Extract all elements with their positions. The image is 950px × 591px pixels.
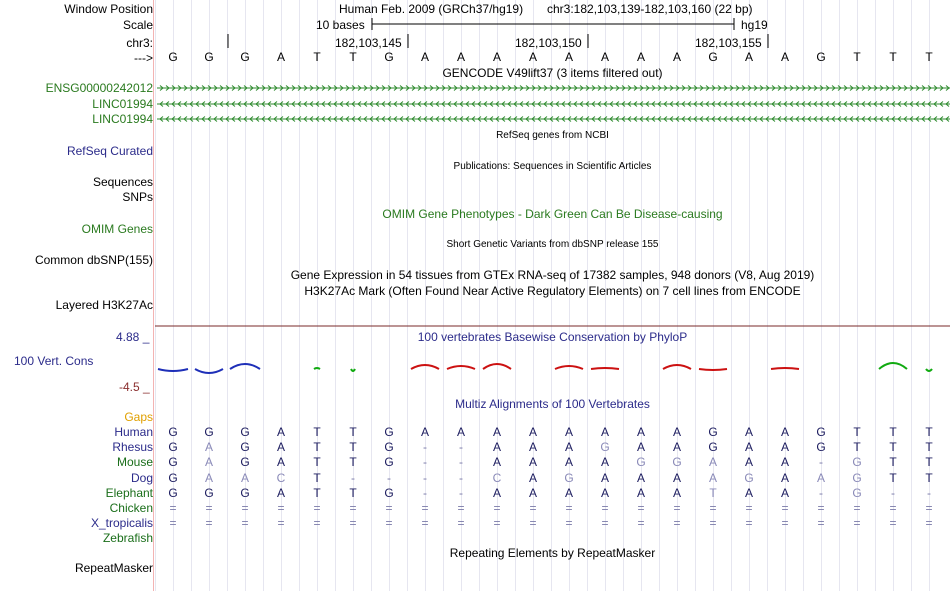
phylop-mark — [411, 365, 439, 369]
alignment-base: A — [636, 440, 645, 455]
alignment-base: G — [672, 455, 682, 470]
alignment-base: G — [708, 440, 718, 455]
species-label-x_tropicalis[interactable]: X_tropicalis — [90, 516, 153, 531]
scale-label: Scale — [122, 18, 153, 32]
base-letter: G — [708, 50, 718, 64]
alignment-base: T — [709, 485, 717, 500]
alignment-base: A — [672, 470, 681, 485]
alignment-base: = — [349, 501, 357, 515]
alignment-base: = — [673, 516, 681, 531]
alignment-base: A — [564, 425, 573, 439]
base-letter: A — [276, 50, 285, 64]
base-letter: G — [240, 50, 250, 64]
alignment-base: G — [240, 485, 250, 500]
alignment-base: A — [600, 425, 609, 439]
alignment-base: = — [925, 501, 933, 515]
alignment-base: - — [927, 485, 931, 500]
alignment-base: G — [708, 425, 718, 439]
alignment-base: T — [349, 485, 357, 500]
alignment-base: = — [889, 516, 897, 531]
alignment-base: G — [744, 470, 754, 485]
base-letter: A — [420, 50, 429, 64]
alignment-base: G — [816, 440, 826, 455]
alignment-base: A — [276, 440, 285, 455]
assembly-title: Human Feb. 2009 (GRCh37/hg19) — [339, 2, 524, 16]
alignment-base: = — [169, 501, 177, 515]
scale-db: hg19 — [741, 18, 768, 32]
alignment-base: = — [601, 516, 609, 531]
alignment-base: = — [493, 516, 501, 531]
alignment-base: = — [565, 501, 573, 515]
alignment-base: - — [459, 440, 463, 455]
alignment-base: C — [276, 470, 286, 485]
alignment-base: = — [313, 516, 321, 531]
alignment-base: = — [817, 516, 825, 531]
phylop-mark — [195, 369, 223, 373]
alignment-base: A — [492, 440, 501, 455]
base-letter: T — [853, 50, 861, 64]
base-letter: A — [528, 50, 537, 64]
base-letter: T — [925, 50, 933, 64]
species-label-dog[interactable]: Dog — [130, 470, 153, 485]
alignment-base: A — [744, 455, 753, 470]
alignment-base: = — [313, 501, 321, 515]
base-letter: G — [168, 50, 178, 64]
publications-title[interactable]: Publications: Sequences in Scientific Articles — [453, 161, 652, 172]
alignment-base: - — [459, 455, 463, 470]
alignment-base: A — [636, 425, 645, 439]
species-label-zebrafish[interactable]: Zebrafish — [102, 531, 153, 546]
alignment-base: = — [781, 516, 789, 531]
alignment-base: G — [240, 440, 250, 455]
phylop-mark — [591, 368, 619, 369]
coord-1: 182,103,145 — [335, 36, 402, 50]
alignment-base: G — [204, 485, 214, 500]
alignment-base: G — [168, 485, 178, 500]
alignment-base: = — [745, 516, 753, 531]
alignment-base: A — [780, 485, 789, 500]
alignment-base: = — [277, 501, 285, 515]
alignment-base: T — [313, 440, 321, 455]
alignment-base: T — [925, 470, 933, 485]
alignment-base: T — [889, 425, 897, 439]
coord-3: 182,103,155 — [695, 36, 762, 50]
publications-sequences-label[interactable]: Sequences — [92, 175, 153, 189]
base-letter: G — [816, 50, 826, 64]
repeatmasker-label[interactable]: RepeatMasker — [74, 561, 153, 575]
alignment-base: A — [276, 485, 285, 500]
gaps-label[interactable]: Gaps — [124, 410, 153, 424]
alignment-base: A — [564, 455, 573, 470]
multiz-title[interactable]: Multiz Alignments of 100 Vertebrates — [455, 397, 650, 411]
alignment-base: G — [168, 425, 178, 439]
alignment-base: G — [168, 440, 178, 455]
alignment-base: T — [313, 470, 321, 485]
gencode-gene-lines — [157, 86, 950, 122]
alignment-base: = — [565, 516, 573, 531]
alignment-base: A — [564, 485, 573, 500]
alignment-base: = — [529, 501, 537, 515]
alignment-base: A — [276, 425, 285, 439]
gencode-item-2-label[interactable]: LINC01994 — [92, 97, 153, 111]
alignment-base: T — [889, 440, 897, 455]
phylop-label[interactable]: 100 Vert. Cons — [14, 354, 94, 368]
alignment-base: A — [204, 440, 213, 455]
phylop-min-label: -4.5 _ — [119, 380, 150, 394]
alignment-base: A — [708, 470, 717, 485]
alignment-base: = — [421, 501, 429, 515]
alignment-base: A — [492, 485, 501, 500]
phylop-mark — [483, 364, 511, 369]
alignment-base: - — [423, 455, 427, 470]
alignment-base: A — [672, 425, 681, 439]
scale-text: 10 bases — [316, 18, 365, 32]
alignment-base: = — [457, 501, 465, 515]
alignment-base: T — [889, 455, 897, 470]
alignment-base: A — [600, 485, 609, 500]
phylop-mark — [771, 368, 799, 369]
alignment-base: - — [423, 470, 427, 485]
base-letter: T — [349, 50, 357, 64]
alignment-base: G — [384, 485, 394, 500]
alignment-base: A — [528, 440, 537, 455]
alignment-base: = — [241, 501, 249, 515]
alignment-base: A — [744, 440, 753, 455]
alignment-base: T — [925, 455, 933, 470]
alignment-base: = — [457, 516, 465, 531]
base-letter: A — [636, 50, 645, 64]
alignment-base: A — [528, 470, 537, 485]
alignment-base: A — [528, 485, 537, 500]
alignment-base: T — [313, 425, 321, 439]
alignment-base: T — [349, 455, 357, 470]
alignment-base: A — [240, 470, 249, 485]
species-label-rhesus[interactable]: Rhesus — [112, 440, 153, 455]
alignment-base: T — [313, 485, 321, 500]
alignment-base: - — [891, 485, 895, 500]
alignment-base: A — [456, 425, 465, 439]
alignment-base: - — [819, 455, 823, 470]
strand-label: ---> — [134, 51, 153, 65]
alignment-base: - — [423, 485, 427, 500]
refseq-label[interactable]: RefSeq Curated — [66, 144, 153, 158]
alignment-base: G — [168, 455, 178, 470]
alignment-base: G — [384, 455, 394, 470]
alignment-base: A — [780, 455, 789, 470]
alignment-base: A — [744, 485, 753, 500]
phylop-mark — [351, 369, 355, 371]
phylop-mark — [879, 363, 907, 369]
alignment-base: G — [240, 425, 250, 439]
h3k27ac-label[interactable]: Layered H3K27Ac — [55, 298, 153, 312]
alignment-base: T — [313, 455, 321, 470]
alignment-base: A — [276, 455, 285, 470]
base-letter: A — [744, 50, 753, 64]
alignment-base: G — [852, 485, 862, 500]
alignment-base: = — [853, 516, 861, 531]
alignment-base: G — [384, 425, 394, 439]
base-letter: T — [889, 50, 897, 64]
alignment-base: A — [600, 455, 609, 470]
alignment-base: = — [781, 501, 789, 515]
base-letter: A — [600, 50, 609, 64]
alignment-base: A — [744, 425, 753, 439]
alignment-base: = — [277, 516, 285, 531]
base-letter: A — [780, 50, 789, 64]
alignment-base: A — [600, 470, 609, 485]
phylop-mark — [555, 366, 583, 369]
base-letter: G — [384, 50, 394, 64]
alignment-base: G — [240, 455, 250, 470]
alignment-base: = — [421, 516, 429, 531]
alignment-base: = — [889, 501, 897, 515]
window-position-label: Window Position — [64, 2, 153, 16]
alignment-base: A — [780, 470, 789, 485]
alignment-base: - — [387, 470, 391, 485]
phylop-title[interactable]: 100 vertebrates Basewise Conservation by PhyloP — [417, 330, 688, 344]
species-label-chicken[interactable]: Chicken — [109, 501, 153, 515]
alignment-base: A — [708, 455, 717, 470]
phylop-mark — [447, 366, 475, 369]
alignment-base: T — [925, 425, 933, 439]
alignment-base: G — [852, 470, 862, 485]
alignment-base: - — [459, 470, 463, 485]
gencode-item-3-label[interactable]: LINC01994 — [92, 112, 153, 126]
phylop-mark — [663, 365, 691, 369]
alignment-base: T — [853, 440, 861, 455]
alignment-base: A — [492, 425, 501, 439]
alignment-base: - — [459, 485, 463, 500]
species-label-mouse[interactable]: Mouse — [116, 455, 153, 470]
publications-snps-label[interactable]: SNPs — [122, 190, 153, 204]
alignment-base: = — [349, 516, 357, 531]
gtex-title[interactable]: Gene Expression in 54 tissues from GTEx RNA-seq of 17382 samples, 948 donors (V8, Aug 2019) — [290, 268, 815, 282]
dbsnp-label[interactable]: Common dbSNP(155) — [34, 253, 153, 267]
alignment-base: A — [204, 455, 213, 470]
base-letter: A — [492, 50, 501, 64]
alignment-base: = — [385, 516, 393, 531]
phylop-marks — [158, 363, 932, 373]
base-letter: A — [672, 50, 681, 64]
base-letter: G — [204, 50, 214, 64]
alignment-base: - — [423, 440, 427, 455]
alignment-base: = — [493, 501, 501, 515]
species-label-human[interactable]: Human — [114, 425, 153, 439]
dbsnp-title[interactable]: Short Genetic Variants from dbSNP release 155 — [446, 239, 659, 250]
refseq-title[interactable]: RefSeq genes from NCBI — [496, 130, 609, 141]
alignment-base: = — [817, 501, 825, 515]
alignment-base: = — [745, 501, 753, 515]
phylop-mark — [230, 364, 260, 369]
h3k27ac-title[interactable]: H3K27Ac Mark (Often Found Near Active Regulatory Elements) on 7 cell lines from ENCODE — [304, 284, 801, 298]
alignment-base: G — [816, 425, 826, 439]
alignment-base: = — [601, 501, 609, 515]
alignment-base: G — [384, 440, 394, 455]
alignment-base: A — [492, 455, 501, 470]
species-label-elephant[interactable]: Elephant — [105, 485, 153, 500]
alignment-base: A — [780, 440, 789, 455]
alignment-base: T — [889, 470, 897, 485]
alignment-base: A — [564, 440, 573, 455]
alignment-base: = — [205, 501, 213, 515]
alignment-base: = — [925, 516, 933, 531]
alignment-base: = — [205, 516, 213, 531]
alignment-base: C — [492, 470, 502, 485]
alignment-base: = — [709, 501, 717, 515]
alignment-base: A — [816, 470, 825, 485]
alignment-base: = — [853, 501, 861, 515]
alignment-base: A — [780, 425, 789, 439]
alignment-base: = — [673, 501, 681, 515]
alignment-base: T — [349, 425, 357, 439]
repeatmasker-title[interactable]: Repeating Elements by RepeatMasker — [449, 546, 656, 560]
phylop-mark — [926, 369, 932, 371]
alignment-base: A — [528, 455, 537, 470]
gencode-item-1-label[interactable]: ENSG00000242012 — [45, 81, 153, 95]
phylop-mark — [158, 369, 188, 371]
phylop-mark — [699, 369, 727, 370]
alignment-base: A — [420, 425, 429, 439]
alignment-base: A — [636, 470, 645, 485]
gencode-title[interactable]: GENCODE V49lift37 (3 items filtered out) — [442, 66, 663, 80]
base-letter: A — [564, 50, 573, 64]
alignment-base: = — [169, 516, 177, 531]
chrom-label: chr3: — [126, 36, 153, 50]
alignment-base: = — [637, 516, 645, 531]
alignment-base: = — [241, 516, 249, 531]
alignment-base: A — [528, 425, 537, 439]
alignment-base: G — [852, 455, 862, 470]
alignment-base: G — [564, 470, 574, 485]
alignment-base: A — [672, 440, 681, 455]
base-letter: A — [456, 50, 465, 64]
alignment-base: = — [385, 501, 393, 515]
alignment-base: G — [168, 470, 178, 485]
alignment-base: A — [204, 470, 213, 485]
alignment-base: G — [600, 440, 610, 455]
alignment-base: G — [636, 455, 646, 470]
alignment-base: - — [819, 485, 823, 500]
alignment-base: T — [853, 425, 861, 439]
alignment-base: G — [204, 425, 214, 439]
base-letter: T — [313, 50, 321, 64]
alignment-base: A — [636, 485, 645, 500]
omim-title[interactable]: OMIM Gene Phenotypes - Dark Green Can Be Disease-causing — [382, 207, 723, 221]
omim-label[interactable]: OMIM Genes — [81, 222, 153, 236]
alignment-base: = — [709, 516, 717, 531]
alignment-base: T — [349, 440, 357, 455]
phylop-max-label: 4.88 _ — [116, 330, 150, 344]
alignment-base: - — [351, 470, 355, 485]
phylop-mark — [314, 368, 320, 369]
alignment-base: T — [925, 440, 933, 455]
alignment-base: A — [672, 485, 681, 500]
alignment-base: = — [529, 516, 537, 531]
coord-2: 182,103,150 — [515, 36, 582, 50]
position-readout: chr3:182,103,139-182,103,160 (22 bp) — [547, 2, 753, 16]
alignment-base: = — [637, 501, 645, 515]
